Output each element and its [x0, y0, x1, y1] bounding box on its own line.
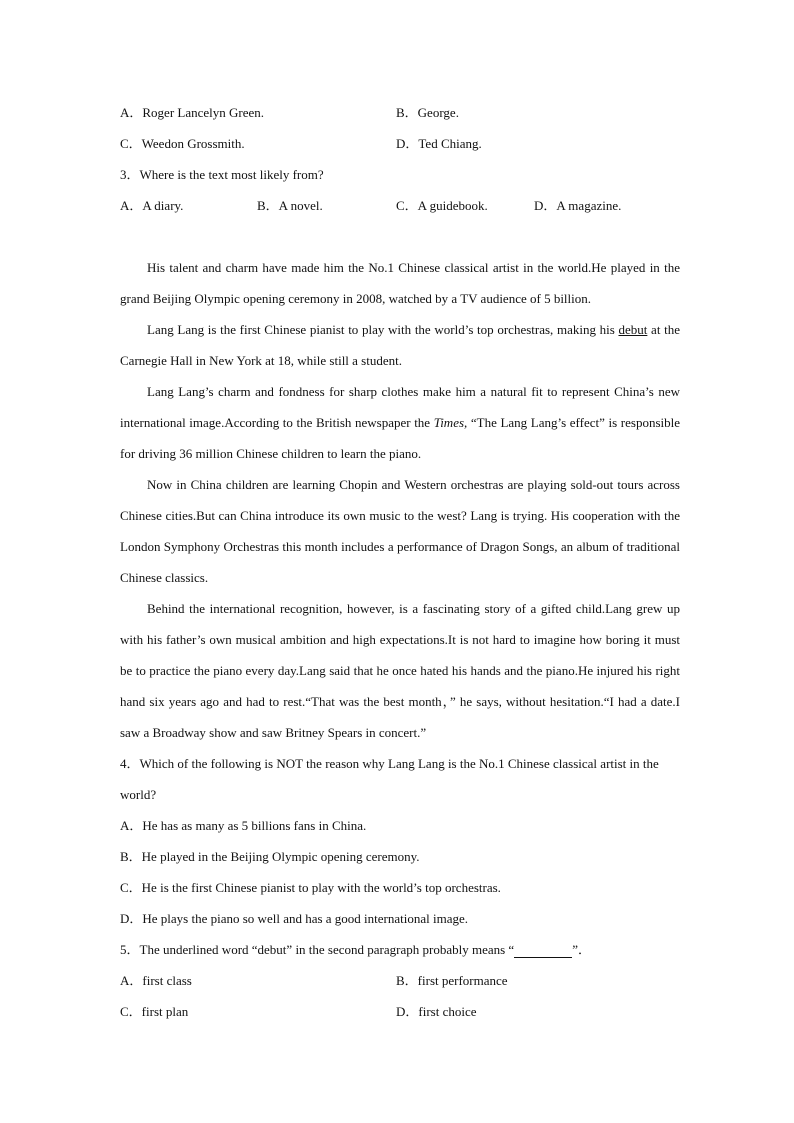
- q3-question: 3．Where is the text most likely from?: [120, 167, 324, 182]
- passage-paragraph-3: [120, 376, 680, 469]
- q3-option-c[interactable]: C．A guidebook.: [396, 198, 488, 213]
- q2-option-a[interactable]: A．Roger Lancelyn Green.: [120, 105, 265, 120]
- q5-option-c[interactable]: C．first plan: [120, 1004, 189, 1019]
- q3-option-b[interactable]: B．A novel.: [257, 198, 323, 213]
- q5-question: [120, 934, 680, 965]
- p2-text-after: at the Carnegie Hall in New York at 18, while still a student.: [120, 322, 680, 368]
- q4-option-d[interactable]: D．He plays the piano so well and has a good international image.: [120, 911, 469, 926]
- passage-paragraph-1: His talent and charm have made him the No.1 Chinese classical artist in the world.He played in the grand Beijing Olympic opening ceremony in 2008, watched by a TV audience of 5 billion.: [120, 260, 680, 306]
- q5-option-d[interactable]: D．first choice: [396, 1004, 477, 1019]
- q2-option-d[interactable]: D．Ted Chiang.: [396, 136, 482, 151]
- q5-option-b[interactable]: B．first performance: [396, 973, 508, 988]
- q5-text-after: ”．: [572, 942, 591, 957]
- q2-option-c[interactable]: C．Weedon Grossmith.: [120, 136, 245, 151]
- q5-answer-blank[interactable]: [514, 941, 572, 958]
- q2-options-row-1: [120, 97, 680, 128]
- q4-question: 4．Which of the following is NOT the reason why Lang Lang is the No.1 Chinese classical artist in the world?: [120, 756, 659, 802]
- worksheet-page: [120, 97, 680, 1027]
- p3-text-before: Lang Lang’s charm and fondness for sharp clothes make him a natural fit to represent China’s new international image.According to the British newspaper the: [120, 384, 680, 430]
- q5-text-before: 5．The underlined word “debut” in the second paragraph probably means “: [120, 942, 515, 957]
- newspaper-name: Times,: [433, 415, 468, 430]
- q2-option-b[interactable]: B．George.: [396, 105, 459, 120]
- q3-options-row: [120, 190, 680, 221]
- section-gap: [120, 221, 680, 252]
- underlined-word-debut: debut: [618, 322, 648, 337]
- q3-option-a[interactable]: A．A diary.: [120, 198, 184, 213]
- p3-text-after: “The Lang Lang’s effect” is responsible for driving 36 million Chinese children to learn the piano.: [120, 415, 680, 461]
- passage-paragraph-4: Now in China children are learning Chopin and Western orchestras are playing sold-out tours across Chinese cities.But can China introduce its own music to the west? Lang is trying. His cooperation with the London Symphony Orchestras this month includes a performance of Dragon Songs, an album of traditional Chinese classics.: [120, 477, 680, 585]
- q5-options-row-2: [120, 996, 680, 1027]
- passage-paragraph-2: [120, 314, 680, 376]
- p2-text-before: Lang Lang is the first Chinese pianist to play with the world’s top orchestras, making his: [147, 322, 619, 337]
- q5-option-a[interactable]: A．first class: [120, 973, 192, 988]
- q5-options-row-1: [120, 965, 680, 996]
- passage-paragraph-5: Behind the international recognition, however, is a fascinating story of a gifted child.Lang grew up with his father’s own musical ambition and high expectations.It is not hard to imagine how boring it must be to practice the piano every day.Lang said that he once hated his hands and the piano.He injured his right hand six years ago and had to rest.“That was the best month，” he says, without hesitation.“I had a date.I saw a Broadway show and saw Britney Spears in concert.”: [120, 601, 680, 740]
- q4-option-a[interactable]: A．He has as many as 5 billions fans in China.: [120, 818, 367, 833]
- q4-option-b[interactable]: B．He played in the Beijing Olympic opening ceremony.: [120, 849, 420, 864]
- q4-option-c[interactable]: C．He is the first Chinese pianist to play with the world’s top orchestras.: [120, 880, 501, 895]
- q2-options-row-2: [120, 128, 680, 159]
- q3-option-d[interactable]: D．A magazine.: [534, 198, 622, 213]
